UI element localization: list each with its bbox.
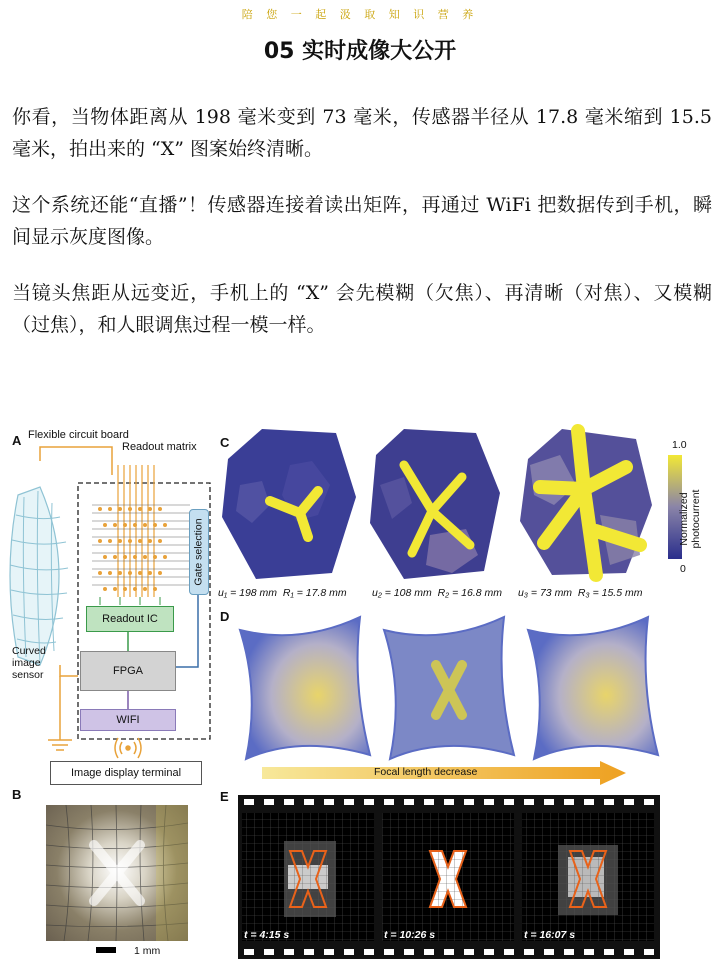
- scale-bar-label: 1 mm: [134, 945, 161, 957]
- paragraph-1: 你看，当物体距离从 198 毫米变到 73 毫米，传感器半径从 17.8 毫米缩到 15.5 毫米，拍出来的 “X” 图案始终清晰。: [12, 106, 712, 160]
- frame-2-time: t = 10:26 s: [384, 929, 436, 941]
- sensor-overfocus: [528, 617, 658, 759]
- header-tagline: 陪 您 一 起 汲 取 知 识 营 养: [241, 8, 479, 21]
- wifi-label: WIFI: [116, 714, 140, 726]
- curved-image-sensor-label: Curved image sensor: [12, 645, 46, 681]
- image-display-terminal-label: Image display terminal: [70, 767, 182, 779]
- paragraph-2: 这个系统还能“直播”！传感器连接着读出矩阵，再通过 WiFi 把数据传到手机，瞬间显示灰度图像。: [12, 194, 712, 248]
- panel-a-label: A: [12, 433, 22, 448]
- film-frame-3: [522, 813, 654, 941]
- sensor-underfocus: [240, 617, 370, 759]
- gate-selection-label: Gate selection: [193, 518, 205, 586]
- figure: [0, 425, 720, 960]
- colorbar-max: 1.0: [672, 439, 687, 451]
- frame-1-time: t = 4:15 s: [244, 929, 290, 941]
- colorbar-min: 0: [680, 563, 686, 575]
- panel-c-label: C: [220, 435, 230, 450]
- caption-1: u₁ = 198 mm R₁ = 17.8 mm: [218, 587, 347, 599]
- frame-3-time: t = 16:07 s: [524, 929, 576, 941]
- panel-e-label: E: [220, 789, 229, 804]
- panel-d-label: D: [220, 609, 230, 624]
- flexible-circuit-board-label: Flexible circuit board: [28, 429, 129, 441]
- focal-length-label: Focal length decrease: [374, 766, 478, 778]
- fpga-label: FPGA: [113, 665, 143, 677]
- readout-matrix-label: Readout matrix: [122, 441, 197, 453]
- caption-2: u₂ = 108 mm R₂ = 16.8 mm: [372, 587, 502, 599]
- paragraph-3: 当镜头焦距从远变近，手机上的 “X” 会先模糊（欠焦）、再清晰（对焦）、又模糊（过焦），和人眼调焦过程一模一样。: [12, 282, 712, 336]
- section-title: 05 实时成像大公开: [263, 39, 457, 64]
- film-strip: [238, 795, 660, 959]
- caption-3: u₃ = 73 mm R₃ = 15.5 mm: [518, 587, 643, 599]
- film-frame-1: [242, 813, 374, 941]
- film-frame-2: [382, 813, 514, 941]
- colorbar-title: Normalized photocurrent: [678, 489, 702, 549]
- panel-b-label: B: [12, 787, 22, 802]
- readout-ic-label: Readout IC: [102, 613, 158, 625]
- sensor-infocus: [384, 617, 514, 759]
